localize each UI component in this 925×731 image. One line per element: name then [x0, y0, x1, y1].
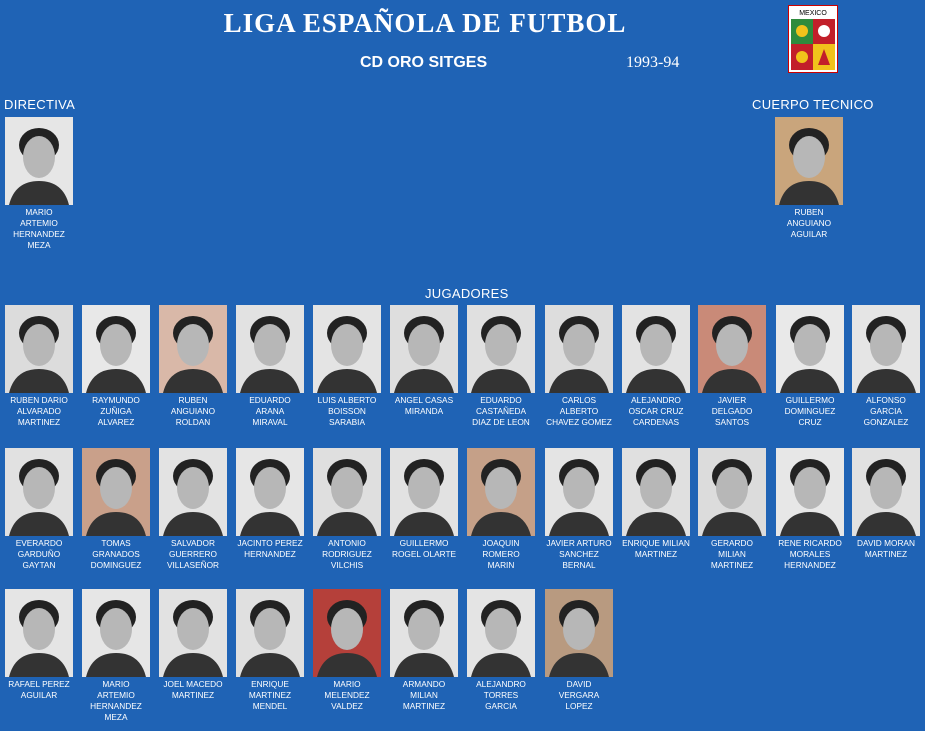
player-photo — [313, 448, 381, 536]
person-name: EDUARDO CASTAÑEDA DIAZ DE LEON — [472, 395, 530, 427]
person-name: MARIO ARTEMIO HERNANDEZ MEZA — [13, 207, 65, 250]
season-label: 1993-94 — [626, 54, 680, 71]
person-name: ENRIQUE MILIAN MARTINEZ — [622, 538, 690, 559]
person-name: RAYMUNDO ZUÑIGA ALVAREZ — [92, 395, 140, 427]
person-name: JOEL MACEDO MARTINEZ — [163, 679, 223, 700]
section-jugadores: JUGADORES — [425, 286, 509, 301]
person-name: EDUARDO ARANA MIRAVAL — [249, 395, 291, 427]
player-photo — [467, 305, 535, 393]
person-card — [847, 448, 925, 560]
person-card — [693, 448, 771, 571]
player-photo — [159, 589, 227, 677]
person-card — [0, 448, 78, 571]
person-name: ALEJANDRO OSCAR CRUZ CARDENAS — [628, 395, 684, 427]
player-photo — [467, 448, 535, 536]
person-card — [617, 448, 695, 560]
player-photo — [390, 448, 458, 536]
player-photo — [82, 448, 150, 536]
person-card — [0, 305, 78, 428]
person-card — [154, 305, 232, 428]
person-card — [77, 448, 155, 571]
player-photo — [236, 589, 304, 677]
club-name: CD ORO SITGES — [360, 54, 488, 71]
person-card — [0, 117, 78, 251]
player-photo — [5, 448, 73, 536]
svg-text:MEXICO: MEXICO — [799, 10, 827, 17]
person-name: JAVIER ARTURO SANCHEZ BERNAL — [546, 538, 612, 570]
person-name: ENRIQUE MARTINEZ MENDEL — [248, 679, 292, 711]
person-name: MARIO ARTEMIO HERNANDEZ MEZA — [90, 679, 142, 722]
player-photo — [776, 448, 844, 536]
person-card — [385, 448, 463, 560]
person-card — [771, 305, 849, 428]
player-photo — [467, 589, 535, 677]
person-card — [540, 305, 618, 428]
person-card — [540, 589, 618, 712]
person-name: SALVADOR GUERRERO VILLASEÑOR — [166, 538, 220, 570]
person-card — [462, 448, 540, 571]
player-photo — [545, 448, 613, 536]
person-card — [231, 589, 309, 712]
player-photo — [545, 589, 613, 677]
person-name: RUBEN ANGUIANO AGUILAR — [786, 207, 832, 239]
person-card — [771, 448, 849, 571]
person-name: GUILLERMO ROGEL OLARTE — [391, 538, 457, 559]
player-photo — [698, 305, 766, 393]
person-card — [308, 448, 386, 571]
person-card — [308, 589, 386, 712]
player-photo — [159, 448, 227, 536]
player-photo — [775, 117, 843, 205]
person-card — [847, 305, 925, 428]
person-card — [77, 305, 155, 428]
section-cuerpo-tecnico: CUERPO TECNICO — [752, 97, 874, 112]
person-name: ARMANDO MILIAN MARTINEZ — [402, 679, 446, 711]
player-photo — [622, 448, 690, 536]
person-name: ALFONSO GARCIA GONZALEZ — [863, 395, 909, 427]
person-name: RUBEN ANGUIANO ROLDAN — [170, 395, 216, 427]
person-card — [770, 117, 848, 240]
person-name: LUIS ALBERTO BOISSON SARABIA — [317, 395, 377, 427]
person-card — [231, 305, 309, 428]
player-photo — [159, 305, 227, 393]
player-photo — [545, 305, 613, 393]
player-photo — [236, 305, 304, 393]
person-name: RAFAEL PEREZ AGUILAR — [8, 679, 70, 700]
person-name: JACINTO PEREZ HERNANDEZ — [237, 538, 303, 559]
player-photo — [82, 305, 150, 393]
person-card — [540, 448, 618, 571]
person-name: DAVID MORAN MARTINEZ — [857, 538, 915, 559]
person-card — [693, 305, 771, 428]
player-photo — [5, 589, 73, 677]
person-name: CARLOS ALBERTO CHAVEZ GOMEZ — [546, 395, 612, 427]
player-photo — [390, 305, 458, 393]
person-card — [385, 589, 463, 712]
person-name: GERARDO MILIAN MARTINEZ — [710, 538, 754, 570]
person-name: ANGEL CASAS MIRANDA — [394, 395, 454, 416]
person-name: DAVID VERGARA LOPEZ — [558, 679, 600, 711]
person-card — [385, 305, 463, 417]
person-name: TOMAS GRANADOS DOMINGUEZ — [90, 538, 142, 570]
section-directiva: DIRECTIVA — [4, 97, 76, 112]
player-photo — [82, 589, 150, 677]
person-card — [154, 448, 232, 571]
person-card — [462, 305, 540, 428]
player-photo — [390, 589, 458, 677]
player-photo — [852, 448, 920, 536]
crest-logo — [788, 5, 838, 73]
player-photo — [5, 117, 73, 205]
person-card — [462, 589, 540, 712]
person-name: GUILLERMO DOMINGUEZ CRUZ — [784, 395, 836, 427]
person-card — [231, 448, 309, 560]
person-card — [77, 589, 155, 723]
person-card — [0, 589, 78, 701]
person-name: EVERARDO GARDUÑO GAYTAN — [15, 538, 63, 570]
player-photo — [313, 305, 381, 393]
player-photo — [313, 589, 381, 677]
person-name: RENE RICARDO MORALES HERNANDEZ — [778, 538, 842, 570]
person-name: ALEJANDRO TORRES GARCIA — [476, 679, 526, 711]
player-photo — [852, 305, 920, 393]
player-photo — [5, 305, 73, 393]
person-card — [154, 589, 232, 701]
person-name: ANTONIO RODRIGUEZ VILCHIS — [322, 538, 372, 570]
player-photo — [698, 448, 766, 536]
person-name: JOAQUIN ROMERO MARIN — [482, 538, 520, 570]
player-photo — [776, 305, 844, 393]
player-photo — [236, 448, 304, 536]
person-card — [617, 305, 695, 428]
person-name: MARIO MELENDEZ VALDEZ — [324, 679, 370, 711]
person-card — [308, 305, 386, 428]
player-photo — [622, 305, 690, 393]
person-name: JAVIER DELGADO SANTOS — [711, 395, 753, 427]
page-title: LIGA ESPAÑOLA DE FUTBOL — [223, 8, 627, 38]
person-name: RUBEN DARIO ALVARADO MARTINEZ — [10, 395, 68, 427]
